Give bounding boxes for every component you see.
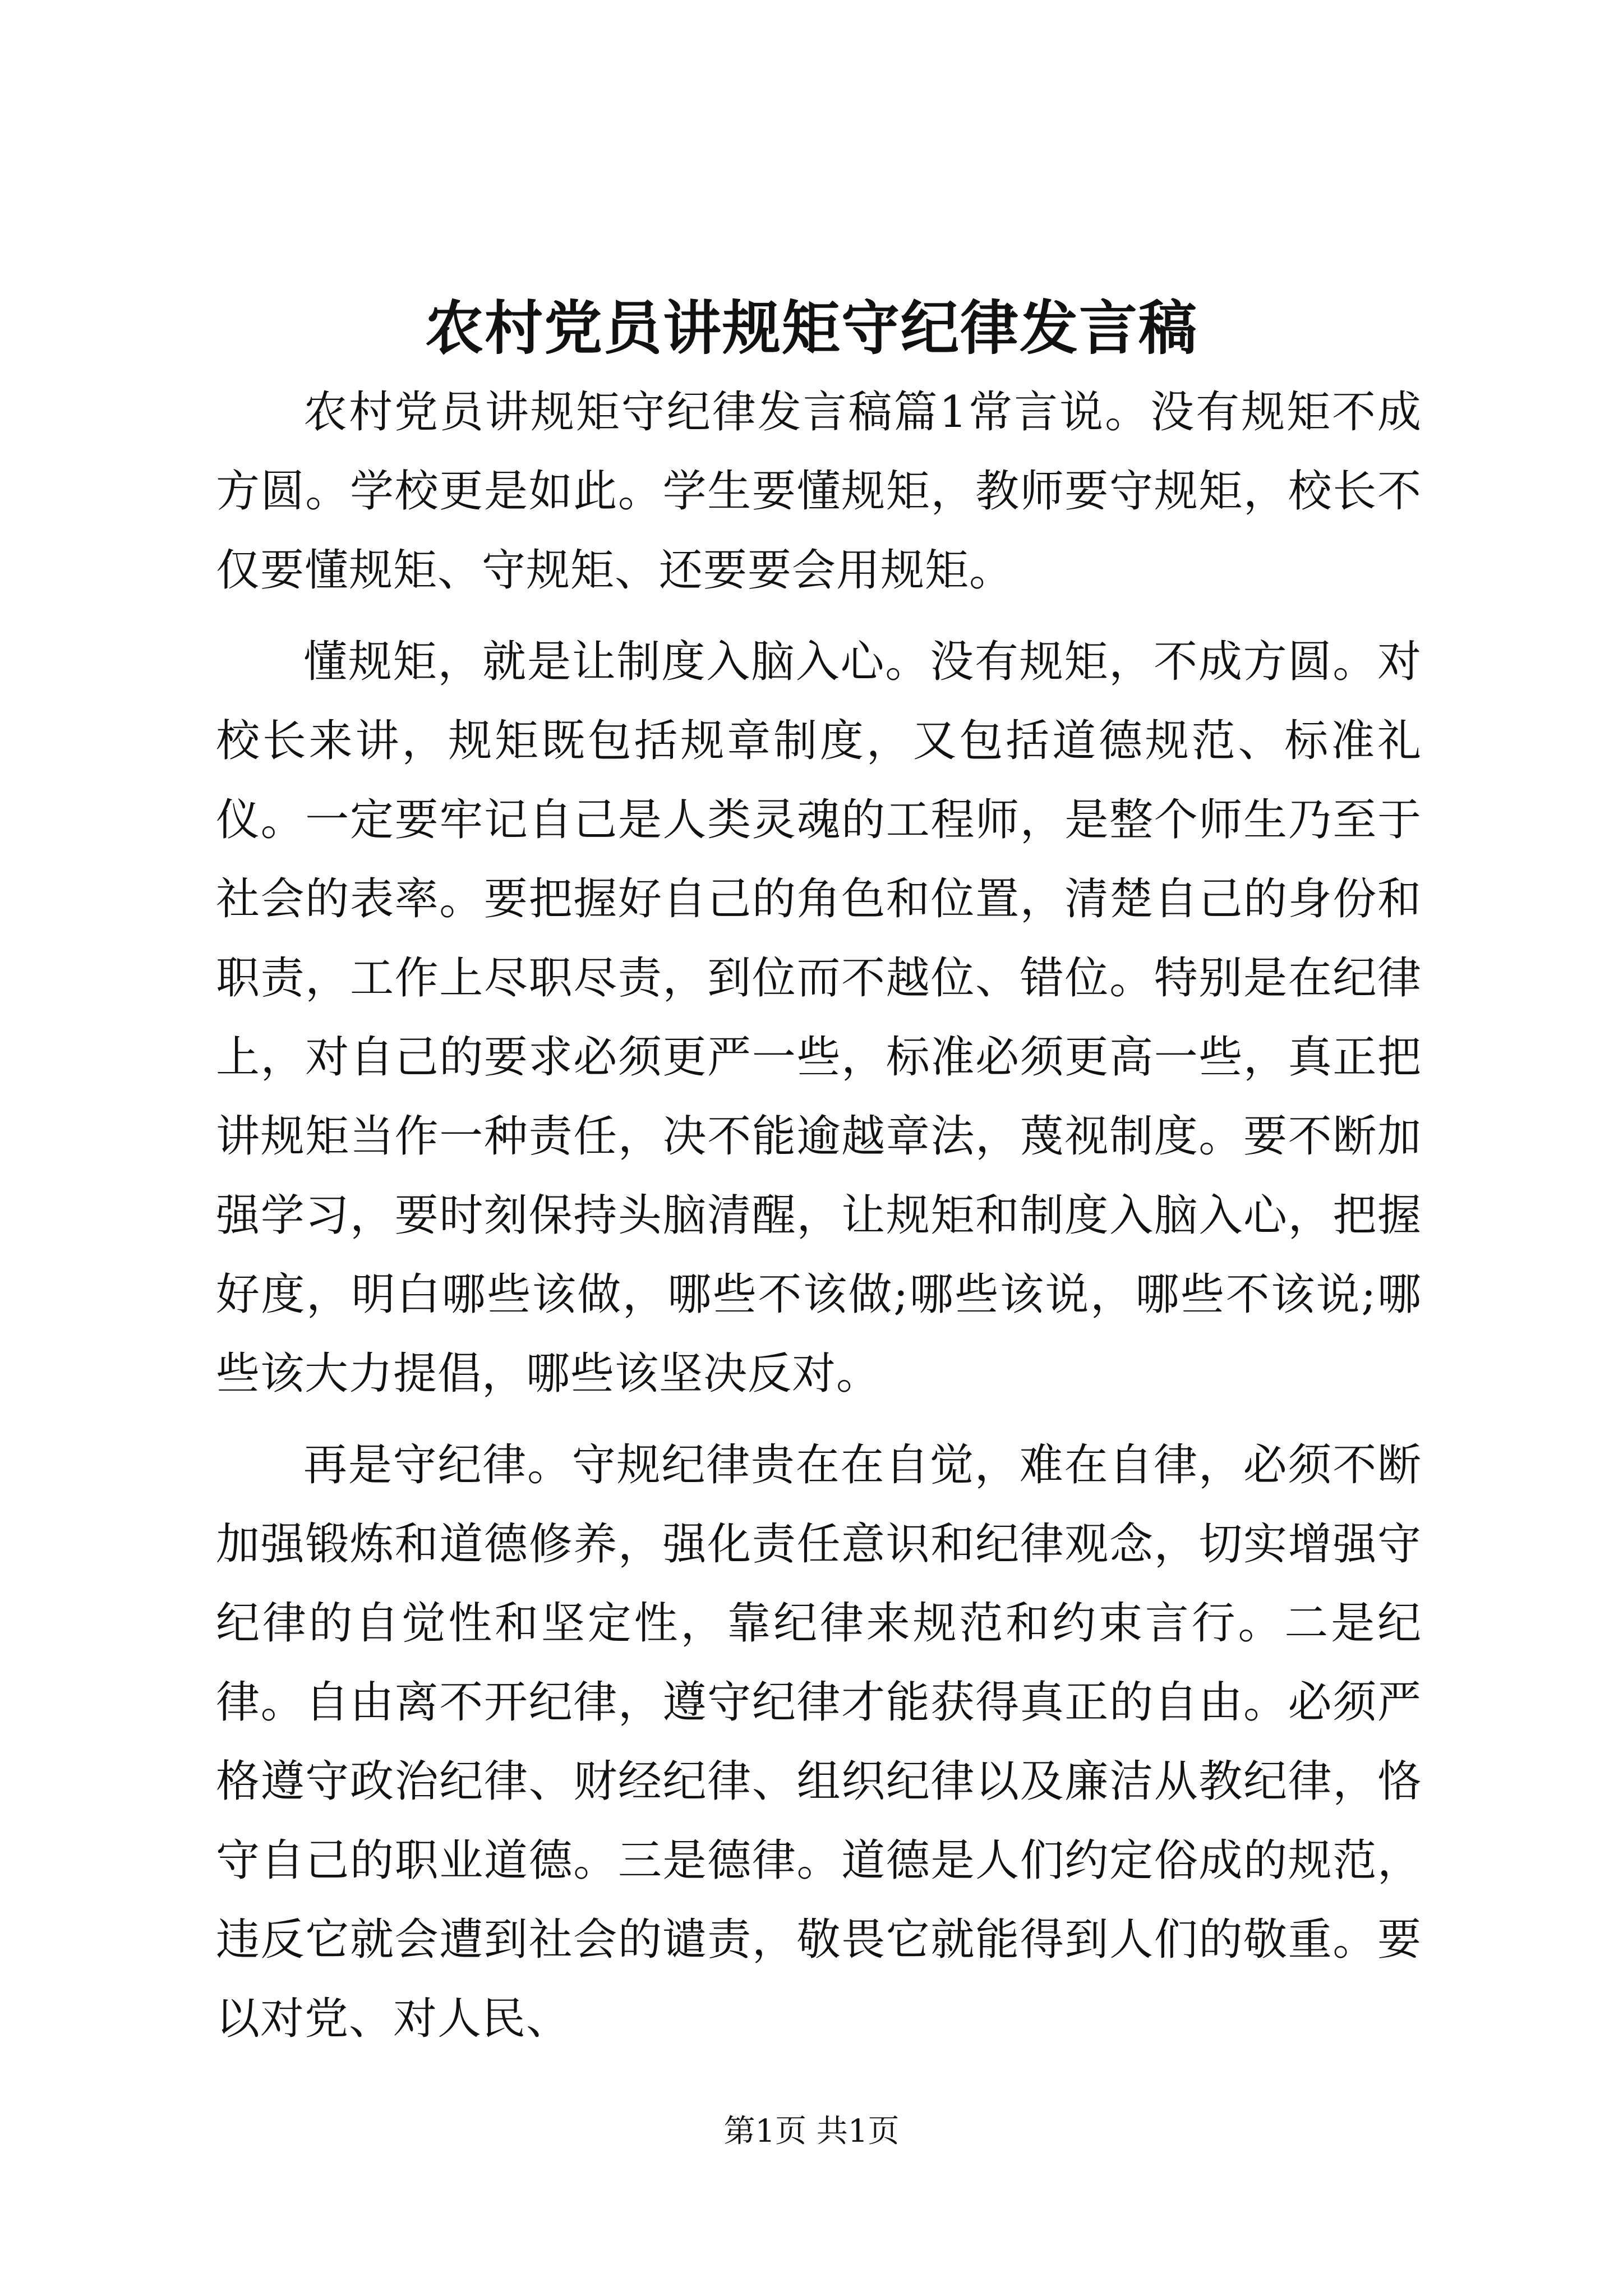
document-title: 农村党员讲规矩守纪律发言稿: [425, 293, 1198, 362]
paragraph-2: 懂规矩，就是让制度入脑入心。没有规矩，不成方圆。对校长来讲，规矩既包括规章制度，又包括道德规范、标准礼仪。一定要牢记自己是人类灵魂的工程师，是整个师生乃至于社会的表率。要把握好自己的角色和位置，清楚自己的身份和职责，工作上尽职尽责，到位而不越位、错位。特别是在纪律上，对自己的要求必须更严一些，标准必须更高一些，真正把讲规矩当作一种责任，决不能逾越章法，蔑视制度。要不断加强学习，要时刻保持头脑清醒，让规矩和制度入脑入心，把握好度，明白哪些该做，哪些不该做;哪些该说，哪些不该说;哪些该大力提倡，哪些该坚决反对。: [216, 637, 1422, 1399]
paragraph-3: 再是守纪律。守规纪律贵在在自觉，难在自律，必须不断加强锻炼和道德修养，强化责任意识和纪律观念，切实增强守纪律的自觉性和坚定性，靠纪律来规范和约束言行。二是纪律。自由离不开纪律，遵守纪律才能获得真正的自由。必须严格遵守政治纪律、财经纪律、组织纪律以及廉洁从教纪律，恪守自己的职业道德。三是德律。道德是人们约定俗成的规范，违反它就会遭到社会的谴责，敬畏它就能得到人们的敬重。要以对党、对人民、: [216, 1440, 1422, 2044]
page-footer: 第1页 共1页: [723, 2113, 900, 2150]
document-body: [216, 373, 1422, 2071]
paragraph-1: 农村党员讲规矩守纪律发言稿篇1常言说。没有规矩不成方圆。学校更是如此。学生要懂规矩，教师要守规矩，校长不仅要懂规矩、守规矩、还要要会用规矩。: [216, 387, 1422, 596]
